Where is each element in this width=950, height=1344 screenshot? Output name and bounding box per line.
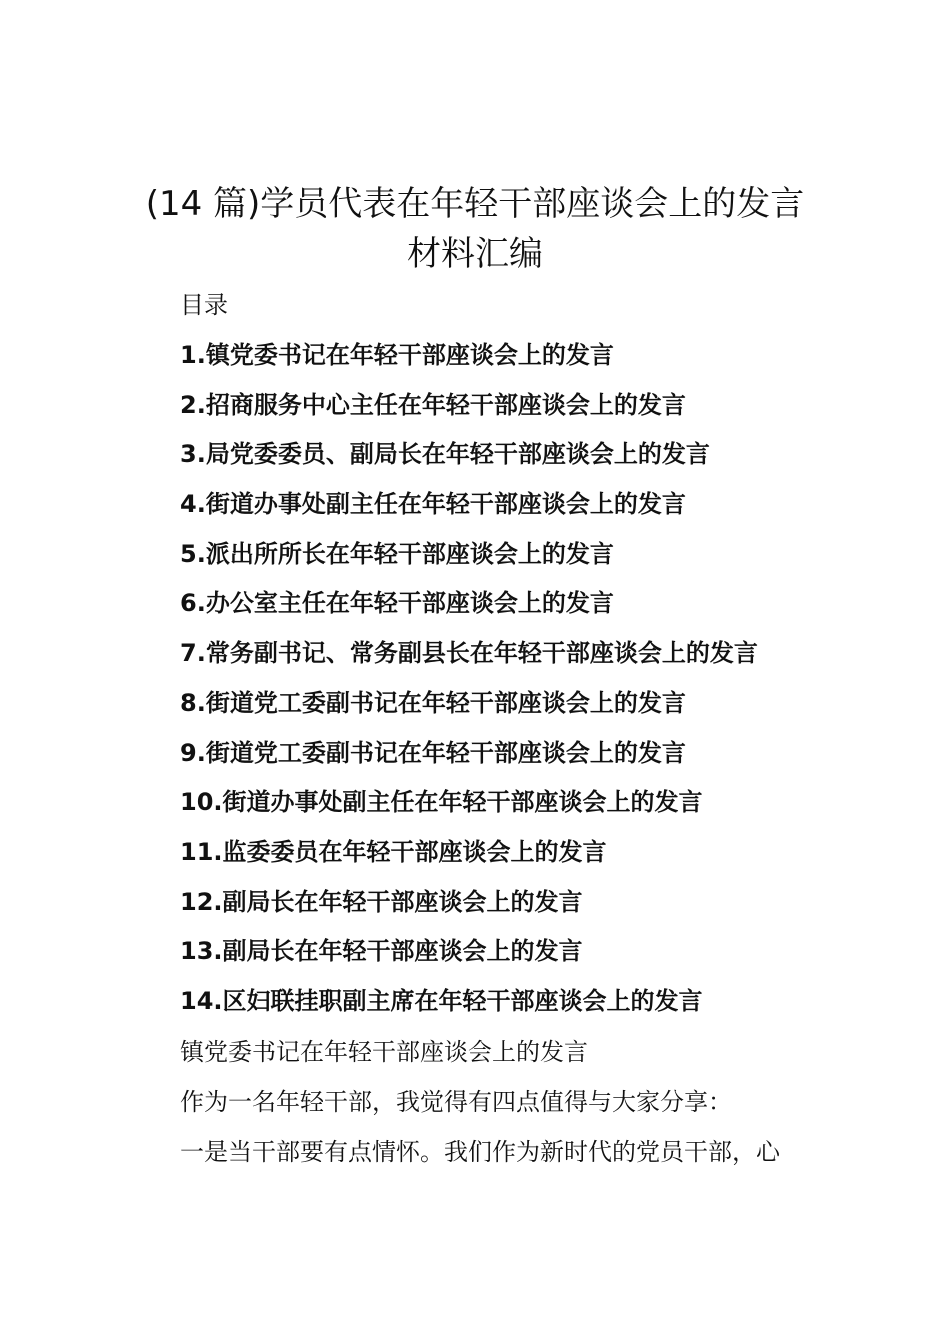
document-title-line-1: (14 篇)学员代表在年轻干部座谈会上的发言 (145, 184, 805, 224)
toc-heading: 目录 (180, 291, 228, 319)
body-paragraph: 作为一名年轻干部，我觉得有四点值得与大家分享： (180, 1088, 732, 1116)
body-paragraph: 一是当干部要有点情怀。我们作为新时代的党员干部，心 (180, 1138, 780, 1166)
toc-item: 9.街道党工委副书记在年轻干部座谈会上的发言 (180, 738, 686, 767)
toc-item: 11.监委委员在年轻干部座谈会上的发言 (180, 837, 607, 866)
toc-item: 4.街道办事处副主任在年轻干部座谈会上的发言 (180, 490, 686, 519)
toc-item: 1.镇党委书记在年轻干部座谈会上的发言 (180, 341, 614, 369)
toc-item: 5.派出所所长在年轻干部座谈会上的发言 (180, 539, 614, 568)
toc-item: 3.局党委委员、副局长在年轻干部座谈会上的发言 (180, 440, 710, 469)
toc-item: 6.办公室主任在年轻干部座谈会上的发言 (180, 589, 614, 618)
toc-item: 14.区妇联挂职副主席在年轻干部座谈会上的发言 (180, 986, 703, 1015)
toc-item: 2.招商服务中心主任在年轻干部座谈会上的发言 (180, 390, 686, 419)
toc-item: 13.副局长在年轻干部座谈会上的发言 (180, 937, 583, 966)
toc-item: 8.街道党工委副书记在年轻干部座谈会上的发言 (180, 688, 686, 717)
table-of-contents (180, 338, 758, 1034)
toc-item: 7.常务副书记、常务副县长在年轻干部座谈会上的发言 (180, 639, 758, 668)
section-heading: 镇党委书记在年轻干部座谈会上的发言 (180, 1038, 588, 1066)
toc-item: 12.副局长在年轻干部座谈会上的发言 (180, 887, 583, 916)
toc-item: 10.街道办事处副主任在年轻干部座谈会上的发言 (180, 788, 703, 817)
document-title-line-2: 材料汇编 (407, 234, 543, 274)
